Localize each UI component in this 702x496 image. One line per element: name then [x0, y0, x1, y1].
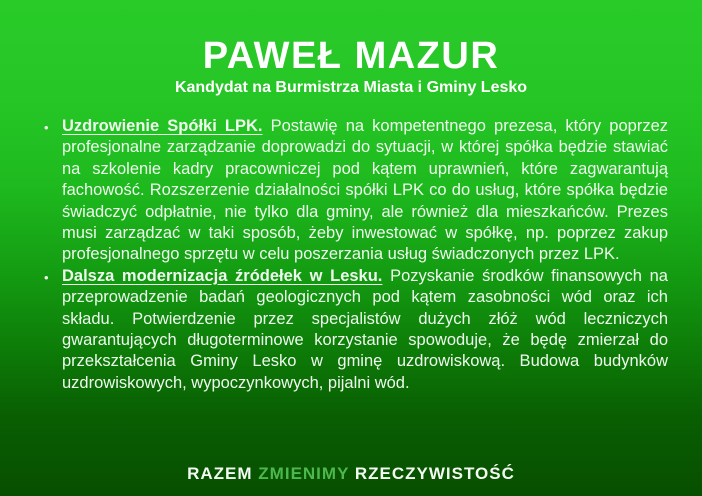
slide-header — [0, 0, 702, 98]
candidate-subtitle: Kandydat na Burmistrza Miasta i Gminy Lesko — [174, 79, 528, 96]
bullet-heading: Dalsza modernizacja źródełek w Lesku. — [62, 266, 383, 285]
list-item — [40, 266, 668, 394]
slogan-word-rzeczywistosc: RZECZYWISTOŚĆ — [354, 464, 515, 483]
bullet-body-text: Pozyskanie środków finansowych na przeprowadzenie badań geologicznych pod kątem zasobności wód oraz ich składu. Potwierdzenie przez specjalistów dużych złóż wód leczniczych gwarantujących długoterminowe korzystanie spowoduje, że będę zmierzał do przekształcenia Gminy Lesko w gminę uzdrowiskową. Budowa budynków uzdrowiskowych, wypoczynkowych, pijalni wód. — [62, 266, 668, 392]
slogan-word-razem: RAZEM — [187, 464, 253, 483]
candidate-name-title: PAWEŁ MAZUR — [202, 35, 500, 77]
campaign-slogan — [0, 464, 702, 484]
bullet-marker-icon: • — [44, 269, 49, 285]
bullet-marker-icon: • — [44, 120, 49, 135]
program-bullet-list — [40, 116, 668, 394]
slogan-word-zmienimy: ZMIENIMY — [258, 464, 350, 483]
list-item — [40, 116, 668, 266]
bullet-heading: Uzdrowienie Spółki LPK. — [62, 117, 263, 135]
bullet-body-text: Postawię na kompetentnego prezesa, który poprzez profesjonalne zarządzanie doprowadzi do sytuacji, w której spółka będzie stawiać na szkolenie kadry pracowniczej pod kątem uprawnień, które zagwarantują fachowość. Rozszerzenie działalności spółki LPK co do usług, które spółka będzie świadczyć odpłatnie, nie tylko dla gminy, ale również dla mieszkańców. Prezes musi zarządzać w taki sposób, żeby inwestować w spółkę, np. poprzez zakup profesjonalnego sprzętu w celu poszerzania usług świadczonych przez LPK. — [62, 117, 668, 264]
